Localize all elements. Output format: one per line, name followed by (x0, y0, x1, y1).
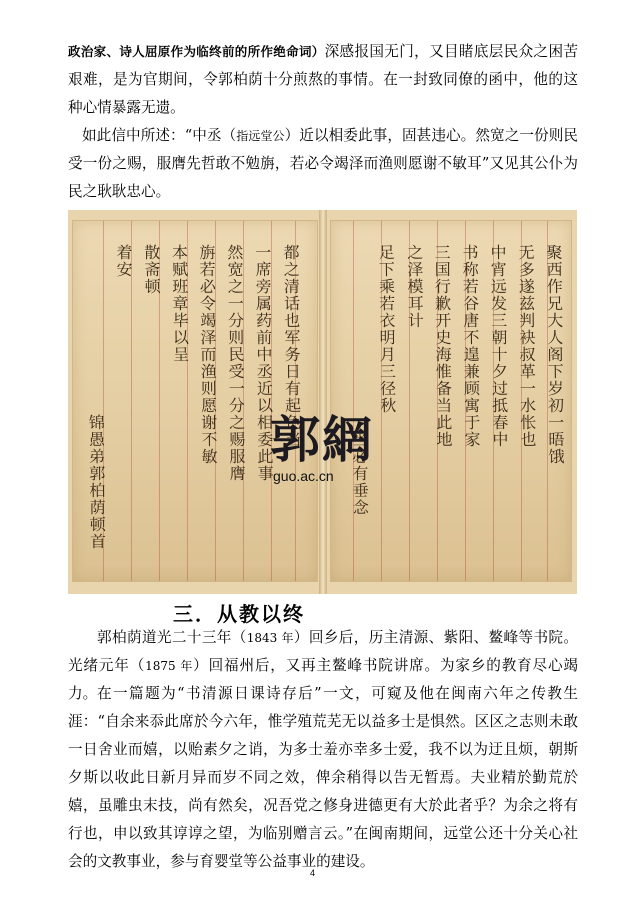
letter-column: 足下乘若衣明月三径秋 (376, 243, 397, 415)
paragraph-teaching-career: 在一篇题为“书清源日课诗存后”一文，可窥及他在闽南六年之传教生涯：“自余来忝此席於今六年，惟学殖荒芜无以益多士是惧然。区区之志则未敢一日舍业而嬉，以贻素夕之诮，为多士羞亦幸多士爱，我不以为迂且烦，朝斯夕斯以收此日新月异而岁不同之效，俾余稍得以告无暂焉。夫业精於勤荒於嬉，虽雕虫末技，尚有然矣，况吾党之修身进德更有大於此者乎？为余之将有行也，申以致其谆谆之望，为临别赠言云。”在闽南期间，远堂公还十分关心社会的文教事业，参与育婴堂等公益事业的建设。 (68, 685, 578, 870)
letter-column: 三国行歉开史海惟备当此地 (431, 243, 454, 449)
calligraphy-letter-image (68, 210, 577, 594)
letter-column: 锦愚弟郭柏荫顿首 (84, 243, 107, 551)
paragraph-intro-rest: 深感报国无门，又目睹底层民众之困苦艰难，是为官期间，令郭柏荫十分煎熬的事情。在一封致同僚的函中，他的这种心情暴露无遗。 (68, 43, 578, 116)
letter-column: 散斋顿 (141, 243, 162, 296)
academies-text-b: ）回乡后，历主清源、紫阳、鳌峰等书院。光绪元年（ (68, 629, 578, 674)
letter-column: 一席旁属药前中丞近以相委此事 (252, 243, 275, 483)
quote-after-note: ）近以相委此事，固甚违心。然宽之一份则民受一份之赐，服膺先哲敢不勉旃，若必令竭泽而渔则愿谢不敏耳”又见其公仆为民之耿耿忠心。 (68, 127, 578, 200)
quote-before-note: 如此信中所述：“中丞（ (82, 127, 237, 144)
paragraph-intro-lead: 政治家、诗人屈原作为临终前的所作绝命词） (68, 44, 325, 59)
academies-year-b: 1875 年 (145, 659, 194, 673)
letter-column: 本赋班章毕以呈 (169, 243, 190, 364)
letter-column: 聚西作兄大人阁下岁初一晤饿 (543, 243, 566, 466)
letter-column: 之泽模耳计 (404, 243, 425, 330)
watermark-url: guo.ac.cn (273, 468, 334, 484)
letter-column: 然宽之一分则民受一分之赐服膺 (224, 243, 247, 483)
academies-year-a: 1843 年 (246, 631, 294, 645)
letter-column: 中宵远发三朝十夕过抵春中 (487, 243, 510, 449)
letter-column: 当必有垂念 (347, 243, 370, 517)
letter-column: 书称若谷唐不遑兼顾寓于家 (459, 243, 482, 449)
watermark-logo: 郭網 (270, 411, 374, 469)
letter-column: 着安 (113, 243, 134, 279)
academies-text-a: 郭柏荫道光二十三年（ (97, 629, 247, 646)
paragraph-intro (68, 38, 578, 122)
letter-column: 旃若必令竭泽而渔则愿谢不敏 (196, 243, 219, 466)
section-heading: 三．从教以终 (173, 602, 305, 626)
academies-text-c: ）回福州后，又再主鳌峰书院讲席。为家乡的教育尽心竭力。 (68, 657, 578, 702)
paragraph-letter-quote (68, 122, 578, 206)
page-number: 4 (310, 868, 316, 878)
quote-inline-note: 指远堂公 (236, 129, 285, 143)
letter-column: 无多遂兹判袂叔革一水怅也 (515, 243, 538, 449)
letter-column: 都之清话也军务日有起色当 (280, 243, 303, 449)
